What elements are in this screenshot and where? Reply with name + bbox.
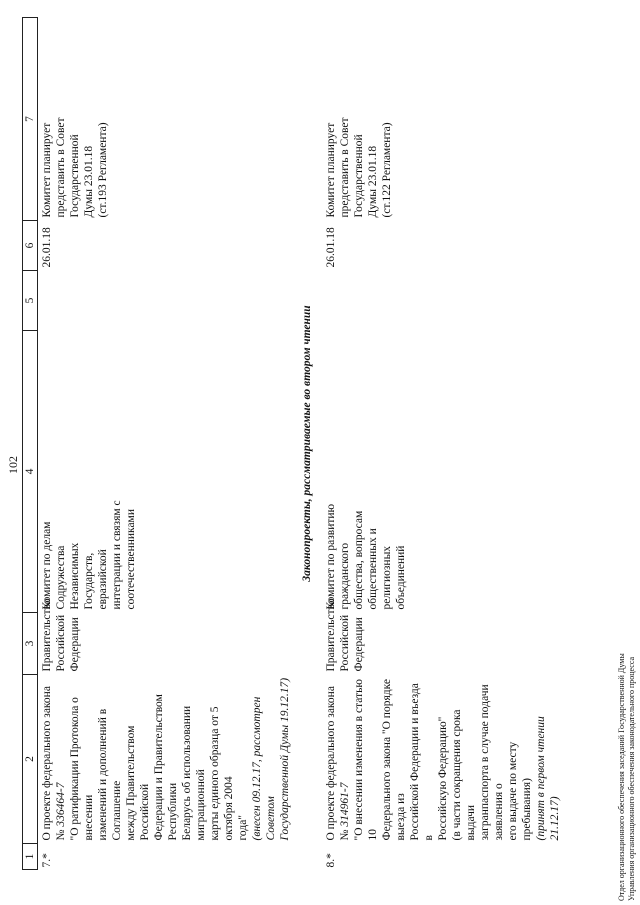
footer-line: Отдел организационного обеспечения заседаний Государственной Думы xyxy=(617,653,626,901)
date: 26.01.18 xyxy=(41,227,53,268)
column-header: 3 xyxy=(23,613,38,675)
bill-note: (внесен 09.12.17, рассмотрен Советом Государственной Думы 19.12.17) xyxy=(251,677,291,841)
column-header: 6 xyxy=(23,221,38,271)
agenda-row xyxy=(38,18,295,870)
bill-title-text: "О ратификации Протокола о внесении изменений и дополнений в Соглашение между Правительством Российской Федерации и Правительством Республики Беларусь об использовании миграционной карты единого образца от 5 октября 2004 года" xyxy=(69,694,249,841)
section-heading-row xyxy=(294,18,322,870)
law-number: 336464-7 xyxy=(55,782,67,827)
footer xyxy=(617,653,637,901)
bill-title xyxy=(38,675,295,844)
bill-title-text: "О внесении изменения в статью 10 Федерального закона "О порядке выезда из Российской Федерации и въезда в Российскую Федерацию" (в части сокращения срока выдачи загранпаспорта в случае подачи заявления о его выдаче по месту пребывания) xyxy=(353,679,533,841)
agenda-table xyxy=(22,17,564,870)
column-header: 7 xyxy=(23,18,38,221)
bill-title-prefix: О проекте федерального закона № xyxy=(41,686,67,841)
column-number-row xyxy=(23,18,38,870)
committee: Комитет по делам Содружества Независимых Государств, евразийской интеграции и связям с соотечественниками xyxy=(41,500,137,610)
bill-note: (принят в первом чтении 21.12.17) xyxy=(535,716,561,841)
plan-note: Комитет планирует представить в Совет Государственной Думы 23.01.18 (ст.193 Регламента) xyxy=(41,117,109,218)
committee: Комитет по развитию гражданского общества, вопросам общественных и религиозных объединений xyxy=(325,503,407,610)
row-number: 8.* xyxy=(325,853,337,868)
bill-title xyxy=(322,675,564,844)
date: 26.01.18 xyxy=(325,227,337,268)
plan-note: Комитет планирует представить в Совет Государственной Думы 23.01.18 (ст.122 Регламента) xyxy=(325,117,393,218)
agenda-row xyxy=(322,18,564,870)
footer-line: Управления организационного обеспечения законодательного процесса xyxy=(627,656,636,901)
initiator: Правительство Российской Федерации xyxy=(325,598,365,672)
column-5-cell xyxy=(38,271,295,331)
page-number: 102 xyxy=(6,456,20,474)
initiator: Правительство Российской Федерации xyxy=(41,598,81,672)
column-header: 1 xyxy=(23,844,38,870)
column-header: 4 xyxy=(23,331,38,613)
row-number: 7.* xyxy=(41,853,53,868)
column-header: 5 xyxy=(23,271,38,331)
section-title: Законопроекты, рассматриваемые во втором чтении xyxy=(301,305,313,582)
bill-title-prefix: О проекте федерального закона № xyxy=(325,686,351,841)
law-number: 314961-7 xyxy=(339,782,351,827)
column-header: 2 xyxy=(23,675,38,844)
column-5-cell xyxy=(322,271,564,331)
